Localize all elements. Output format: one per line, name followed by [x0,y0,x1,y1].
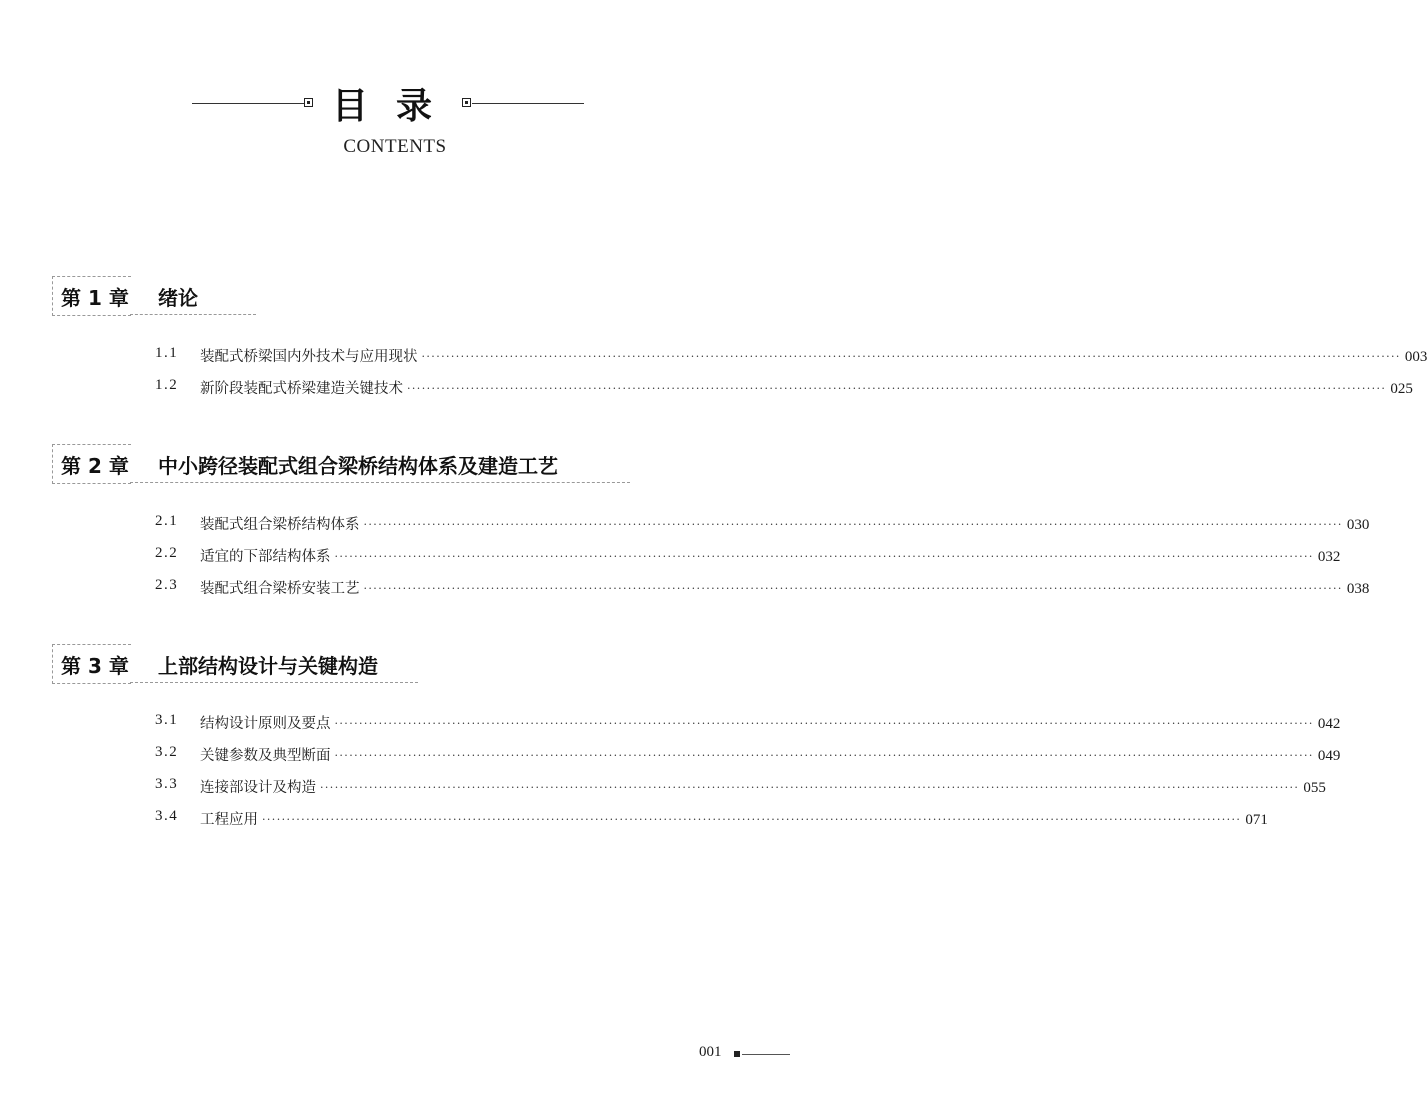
page-ref: 032 [1317,549,1341,565]
footer-rule [742,1054,790,1055]
page-ref: 038 [1346,581,1370,597]
section-title: 连接部设计及构造 [200,780,316,796]
page-ref: 025 [1390,381,1413,397]
section-title: 工程应用 [200,812,258,828]
section-title: 新阶段装配式桥梁建造关键技术 [200,381,403,397]
section-number: 1.1 [155,345,179,361]
toc-entry[interactable] [155,808,1268,830]
page-number: 001 [699,1044,722,1060]
chapter-underline [130,482,630,483]
section-number: 1.2 [155,377,179,393]
page-footer [699,1044,790,1064]
section-title: 装配式桥梁国内外技术与应用现状 [200,349,418,365]
header-rule-left [192,103,304,104]
toc-header [0,84,790,174]
section-number: 3.2 [155,744,179,760]
dot-leader: ········································································································································································································ [320,781,1300,794]
square-bullet-icon [734,1051,740,1057]
page-subtitle: CONTENTS [343,136,447,157]
section-number: 3.4 [155,808,179,824]
dot-leader: ········································································································································································································ [363,518,1343,531]
section-number: 2.3 [155,577,179,593]
chapter-title: 绪论 [158,286,198,310]
toc-entry[interactable] [155,776,1326,798]
section-title: 装配式组合梁桥安装工艺 [200,581,360,597]
section-title: 装配式组合梁桥结构体系 [200,517,360,533]
dot-leader: ········································································································································································································ [334,749,1314,762]
square-ornament-icon [462,98,471,107]
section-number: 2.2 [155,545,179,561]
square-ornament-icon [304,98,313,107]
page-title: 目录 [332,86,461,127]
page-ref: 071 [1245,812,1268,828]
chapter-underline [130,682,418,683]
section-number: 3.1 [155,712,179,728]
toc-entry[interactable] [155,545,1341,567]
page-ref: 030 [1346,517,1370,533]
page-ref: 042 [1317,716,1341,732]
toc-entry[interactable] [155,377,1413,399]
toc-entry[interactable] [155,345,1427,367]
section-title: 适宜的下部结构体系 [200,549,331,565]
page-ref: 003 [1404,349,1427,365]
dot-leader: ········································································································································································································ [334,550,1314,563]
section-title: 关键参数及典型断面 [200,748,331,764]
chapter-number: 第 1 章 [61,286,129,310]
page-ref: 049 [1317,748,1341,764]
chapter-number: 第 3 章 [61,654,129,678]
chapter-title: 中小跨径装配式组合梁桥结构体系及建造工艺 [158,454,558,478]
dot-leader: ········································································································································································································ [262,813,1242,826]
chapter-underline [130,314,256,315]
toc-entry[interactable] [155,744,1341,766]
section-number: 2.1 [155,513,179,529]
header-rule-right [472,103,584,104]
toc-entry[interactable] [155,712,1341,734]
section-title: 结构设计原则及要点 [200,716,331,732]
toc-entry[interactable] [155,577,1370,599]
dot-leader: ········································································································································································································ [421,350,1401,363]
chapter-title: 上部结构设计与关键构造 [158,654,378,678]
dot-leader: ········································································································································································································ [363,582,1343,595]
dot-leader: ········································································································································································································ [407,382,1387,395]
dot-leader: ········································································································································································································ [334,717,1314,730]
toc-entry[interactable] [155,513,1370,535]
section-number: 3.3 [155,776,179,792]
page-ref: 055 [1303,780,1326,796]
chapter-number: 第 2 章 [61,454,129,478]
